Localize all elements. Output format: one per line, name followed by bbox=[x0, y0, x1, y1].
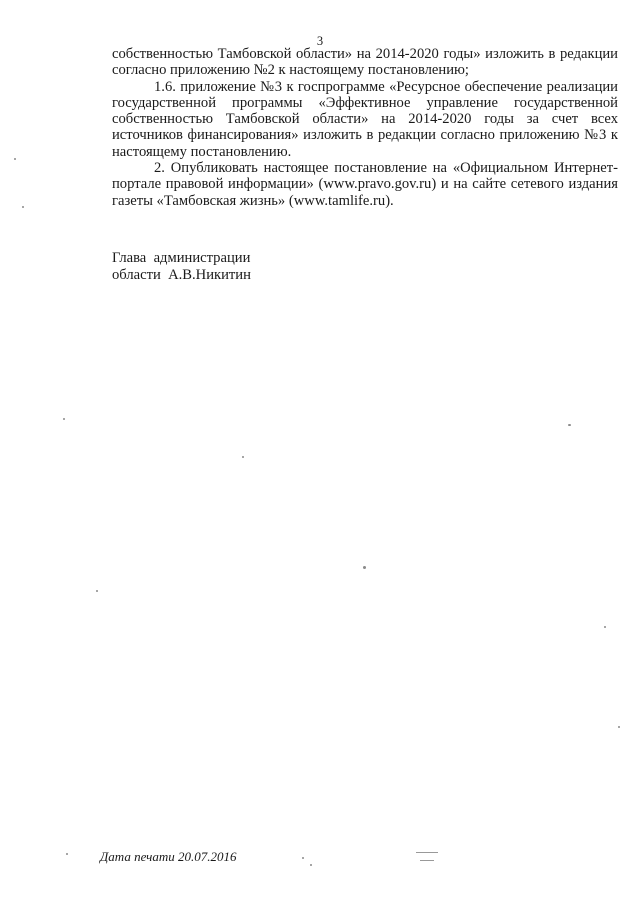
scan-speck bbox=[363, 566, 366, 569]
scan-speck bbox=[242, 456, 244, 458]
scan-speck bbox=[618, 726, 620, 728]
document-body bbox=[112, 46, 618, 209]
scan-speck bbox=[22, 206, 24, 208]
scan-speck bbox=[310, 864, 312, 866]
scan-speck bbox=[63, 418, 65, 420]
signature-title: Глава администрации bbox=[112, 250, 251, 266]
scan-dash bbox=[420, 860, 434, 861]
scan-speck bbox=[66, 853, 68, 855]
paragraph-item-1-6: 1.6. приложение №3 к госпрограмме «Ресурсное обеспечение реализации государственной программы «Эффективное управление государственной собственностью Тамбовской области» на 2014-2020 годы за счет всех источников финансирования» изложить в редакции согласно приложению №3 к настоящему постановлению. bbox=[112, 78, 618, 160]
scan-dash bbox=[416, 852, 438, 853]
paragraph-item-2: 2. Опубликовать настоящее постановление на «Официальном Интернет-портале правовой информации» (www.pravo.gov.ru) и на сайте сетевого издания газеты «Тамбовская жизнь» (www.tamlife.ru). bbox=[112, 160, 618, 209]
scan-speck bbox=[568, 424, 571, 426]
signature-name: области А.В.Никитин bbox=[112, 267, 251, 283]
signature-block bbox=[112, 250, 251, 284]
scan-speck bbox=[96, 590, 98, 592]
print-date: Дата печати 20.07.2016 bbox=[100, 849, 237, 864]
scan-speck bbox=[302, 857, 304, 859]
scan-speck bbox=[604, 626, 606, 628]
scan-speck bbox=[14, 158, 16, 160]
page-number: 3 bbox=[316, 34, 324, 48]
paragraph-continuation: собственностью Тамбовской области» на 2014-2020 годы» изложить в редакции согласно приложению №2 к настоящему постановлению; bbox=[112, 46, 618, 79]
